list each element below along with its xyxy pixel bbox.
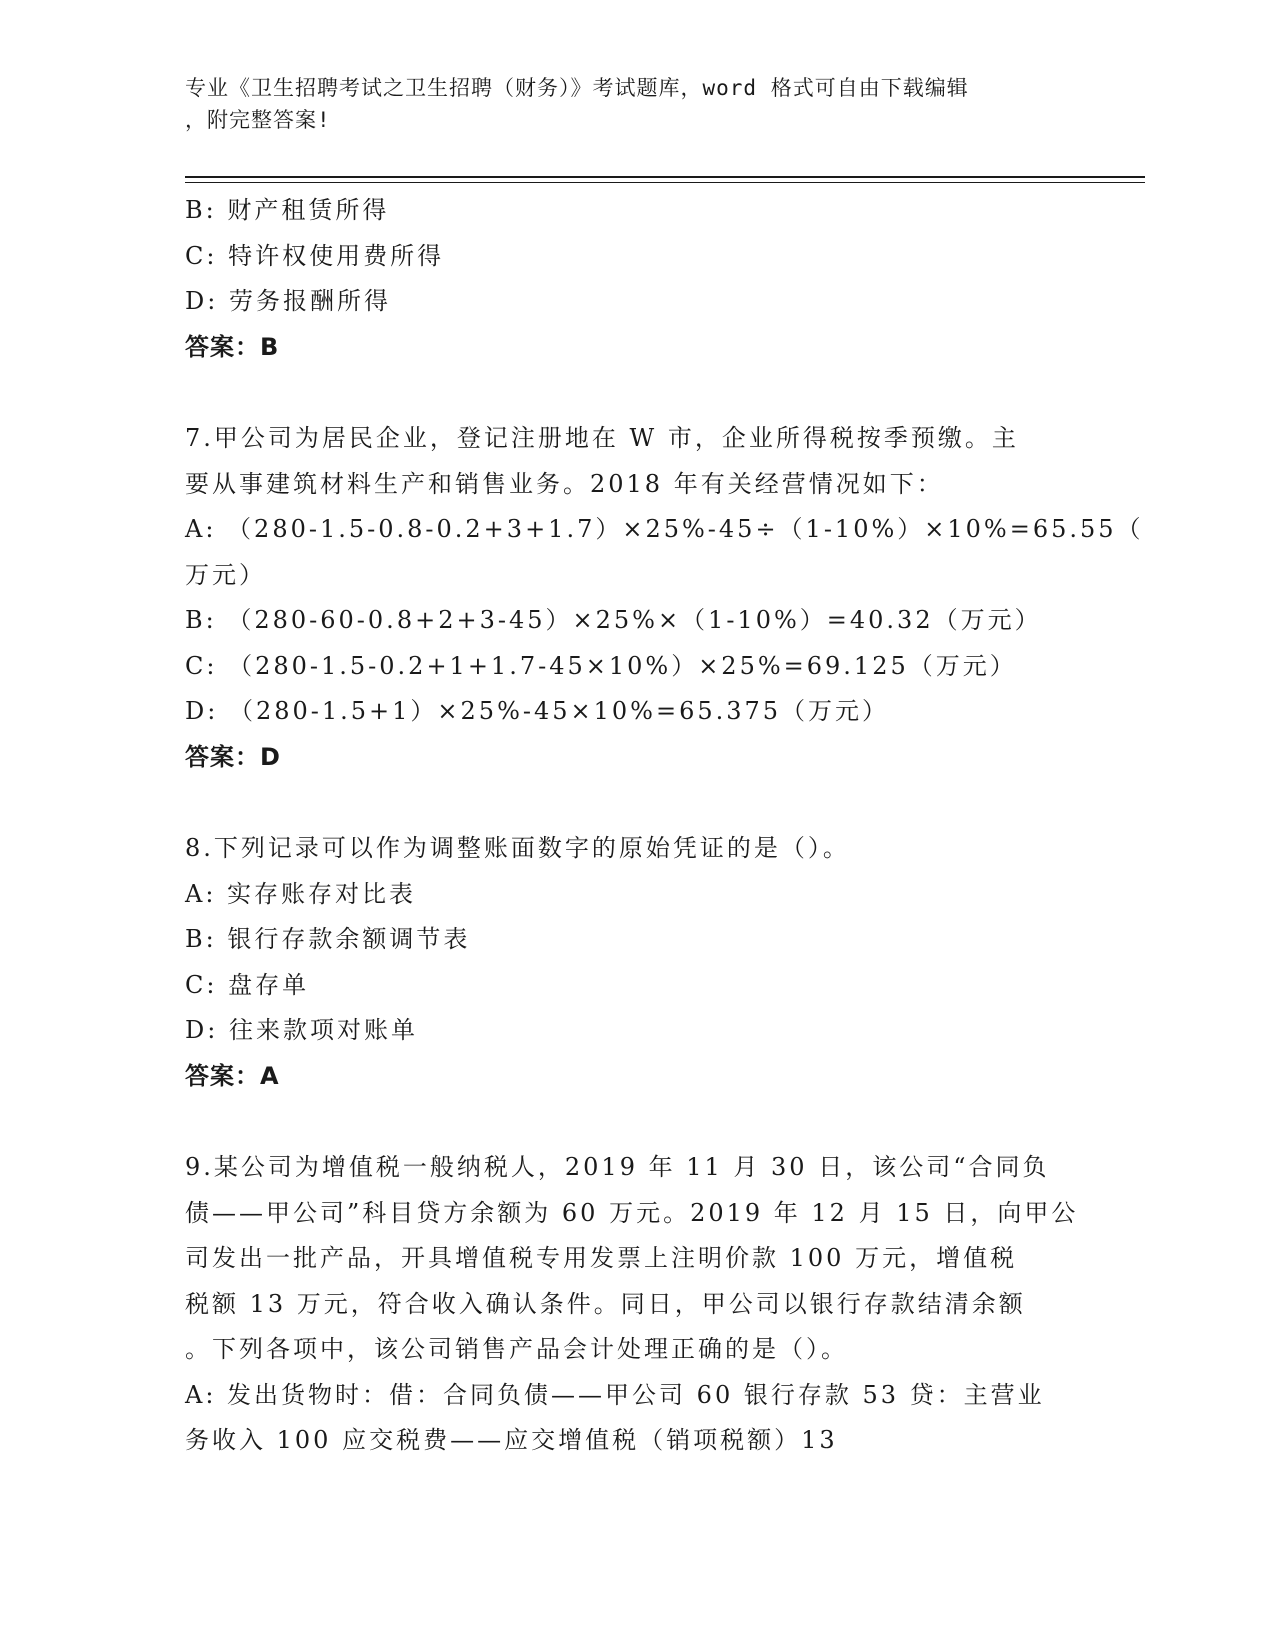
option-b: B: 财产租赁所得 bbox=[185, 196, 390, 224]
answer-label: 答案：D bbox=[185, 742, 281, 771]
question-stem: 8.下列记录可以作为调整账面数字的原始凭证的是（）。 bbox=[185, 834, 850, 862]
option-a: A: 实存账存对比表 bbox=[185, 879, 417, 908]
option-d: D: （280-1.5+1）×25%-45×10%=65.375（万元） bbox=[185, 697, 890, 725]
question-stem: 司发出一批产品，开具增值税专用发票上注明价款 100 万元，增值税 bbox=[185, 1244, 1018, 1272]
option-c: C: 盘存单 bbox=[185, 970, 310, 999]
header-divider-thin bbox=[185, 182, 1145, 183]
answer-label: 答案：A bbox=[185, 1061, 280, 1090]
option-c: C: （280-1.5-0.2+1+1.7-45×10%）×25%=69.125（万元） bbox=[185, 651, 1017, 680]
option-a-continued: 务收入 100 应交税费——应交增值税（销项税额）13 bbox=[185, 1426, 838, 1454]
question-stem: 税额 13 万元，符合收入确认条件。同日，甲公司以银行存款结清余额 bbox=[185, 1289, 1026, 1318]
answer-label: 答案：B bbox=[185, 332, 280, 361]
option-b: B: （280-60-0.8+2+3-45）×25%×（1-10%）=40.32（万元） bbox=[185, 606, 1042, 634]
header-divider bbox=[185, 176, 1145, 178]
question-stem: 7.甲公司为居民企业，登记注册地在 W 市，企业所得税按季预缴。主 bbox=[185, 424, 1019, 452]
option-a: A: 发出货物时：借：合同负债——甲公司 60 银行存款 53 贷：主营业 bbox=[185, 1380, 1045, 1409]
option-a-continued: 万元） bbox=[185, 560, 266, 589]
header-line: ，附完整答案! bbox=[185, 108, 331, 132]
option-d: D: 劳务报酬所得 bbox=[185, 287, 391, 315]
option-a: A: （280-1.5-0.8-0.2+3+1.7）×25%-45÷（1-10%）×10%=65.55（ bbox=[185, 515, 1144, 543]
question-stem: 9.某公司为增值税一般纳税人，2019 年 11 月 30 日，该公司“合同负 bbox=[185, 1153, 1050, 1181]
option-c: C: 特许权使用费所得 bbox=[185, 241, 445, 270]
question-stem: 。下列各项中，该公司销售产品会计处理正确的是（）。 bbox=[185, 1335, 848, 1363]
header-line: 专业《卫生招聘考试之卫生招聘（财务）》考试题库，word 格式可自由下载编辑 bbox=[185, 76, 969, 100]
document-body bbox=[185, 188, 1144, 1464]
option-d: D: 往来款项对账单 bbox=[185, 1016, 418, 1044]
question-stem: 债——甲公司”科目贷方余额为 60 万元。2019 年 12 月 15 日，向甲公 bbox=[185, 1198, 1079, 1227]
question-stem: 要从事建筑材料生产和销售业务。2018 年有关经营情况如下： bbox=[185, 469, 944, 498]
option-b: B: 银行存款余额调节表 bbox=[185, 925, 471, 953]
document-header bbox=[185, 72, 1065, 136]
